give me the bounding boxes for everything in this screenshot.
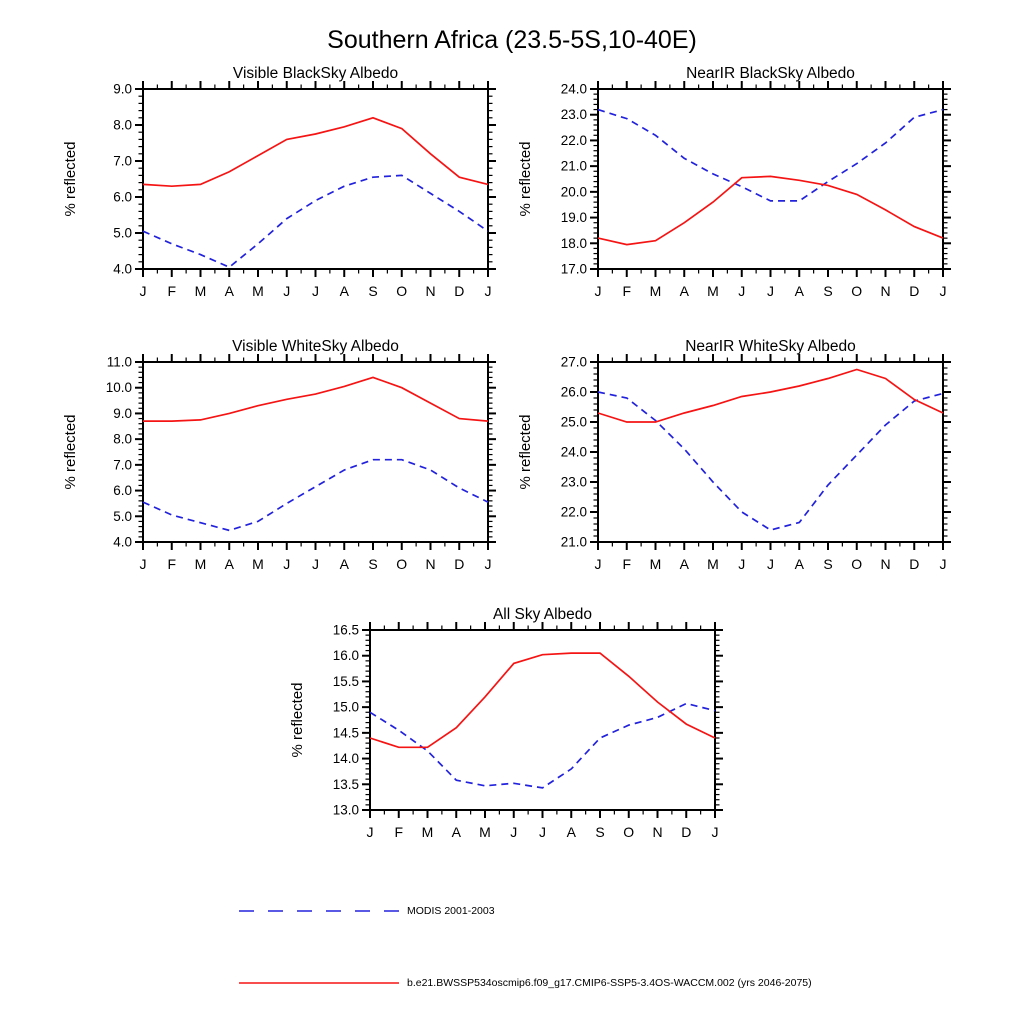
x-tick-label: D [909, 283, 920, 299]
x-tick-label: J [283, 556, 291, 572]
chart-nearir-blacksky [513, 59, 960, 305]
x-tick-label: J [484, 556, 492, 572]
x-tick-label: O [851, 283, 863, 299]
y-tick-label: 17.0 [560, 261, 587, 277]
x-tick-label: J [738, 283, 746, 299]
x-tick-label: O [396, 283, 408, 299]
model-line [370, 653, 715, 747]
x-tick-label: F [167, 283, 177, 299]
x-tick-label: F [622, 283, 632, 299]
plot-frame [143, 89, 488, 269]
modis-line [598, 110, 943, 201]
x-tick-label: S [368, 556, 378, 572]
x-tick-label: M [649, 283, 662, 299]
x-tick-label: J [139, 556, 147, 572]
x-tick-label: J [539, 824, 546, 840]
x-tick-label: N [880, 556, 891, 572]
y-tick-label: 10.0 [105, 380, 132, 396]
y-tick-label: 11.0 [106, 354, 132, 370]
x-tick-label: O [851, 556, 863, 572]
x-tick-label: M [252, 283, 264, 299]
chart-visible-blacksky [58, 59, 505, 305]
x-tick-label: O [623, 824, 635, 840]
figure-title: Southern Africa (23.5-5S,10-40E) [327, 26, 697, 54]
x-tick-label: A [566, 824, 576, 840]
chart-title: NearIR BlackSky Albedo [686, 65, 855, 82]
legend-line-modis-swatch [238, 904, 400, 918]
x-axis [595, 81, 947, 299]
y-tick-label: 23.0 [560, 107, 587, 123]
x-tick-label: M [649, 556, 662, 572]
y-tick-label: 9.0 [113, 81, 132, 97]
y-tick-label: 24.0 [560, 444, 587, 460]
x-tick-label: J [738, 556, 746, 572]
x-tick-label: D [454, 556, 465, 572]
y-tick-label: 6.0 [113, 189, 132, 205]
x-tick-label: M [479, 824, 491, 840]
y-tick-label: 14.0 [332, 751, 359, 767]
x-tick-label: J [594, 283, 602, 299]
y-tick-label: 22.0 [560, 132, 587, 148]
chart-visible-whitesky [58, 332, 505, 578]
legend-label-model: b.e21.BWSSP534oscmip6.f09_g17.CMIP6-SSP5-3.4OS-WACCM.002 (yrs 2046-2075) [407, 977, 812, 989]
y-axis-label: % reflected [517, 141, 534, 217]
x-tick-label: N [652, 824, 663, 840]
x-tick-label: J [283, 283, 291, 299]
chart-nearir-whitesky [513, 332, 960, 578]
y-tick-label: 19.0 [560, 210, 587, 226]
x-tick-label: D [909, 556, 920, 572]
y-axis [561, 82, 951, 277]
y-axis [106, 355, 496, 550]
legend-row-model [238, 976, 812, 990]
x-tick-label: S [823, 283, 833, 299]
y-tick-label: 4.0 [113, 534, 132, 550]
x-tick-label: J [939, 556, 947, 572]
x-tick-label: A [679, 283, 689, 299]
y-axis-label: % reflected [62, 141, 79, 217]
plot-frame [598, 362, 943, 542]
x-tick-label: A [224, 556, 234, 572]
y-tick-label: 15.0 [332, 699, 359, 715]
y-tick-label: 20.0 [560, 184, 587, 200]
x-tick-label: S [823, 556, 833, 572]
plot-frame [143, 362, 488, 542]
y-tick-label: 5.0 [113, 225, 132, 241]
x-tick-label: M [707, 556, 719, 572]
y-tick-label: 21.0 [560, 534, 587, 550]
x-tick-label: A [794, 556, 804, 572]
legend-line-model-swatch [238, 976, 400, 990]
x-tick-label: J [594, 556, 602, 572]
modis-line [143, 175, 488, 267]
y-axis [113, 82, 496, 277]
y-tick-label: 23.0 [560, 474, 587, 490]
x-axis [140, 81, 492, 299]
y-tick-label: 27.0 [560, 354, 587, 370]
y-tick-label: 7.0 [113, 457, 132, 473]
x-tick-label: F [622, 556, 632, 572]
x-tick-label: J [711, 824, 719, 840]
plot-frame [370, 630, 715, 810]
chart-title: All Sky Albedo [492, 606, 593, 623]
y-tick-label: 25.0 [560, 414, 587, 430]
x-tick-label: N [425, 556, 436, 572]
y-tick-label: 7.0 [113, 153, 132, 169]
model-line [598, 370, 943, 423]
y-axis-label: % reflected [289, 682, 306, 758]
y-tick-label: 4.0 [113, 261, 132, 277]
x-tick-label: N [425, 283, 436, 299]
y-tick-label: 26.0 [560, 384, 587, 400]
x-tick-label: M [252, 556, 264, 572]
y-tick-label: 22.0 [560, 504, 587, 520]
y-tick-label: 16.0 [332, 648, 359, 664]
x-axis [595, 354, 947, 572]
x-tick-label: M [194, 556, 207, 572]
y-tick-label: 13.0 [332, 802, 359, 818]
y-tick-label: 14.5 [332, 725, 359, 741]
x-tick-label: D [454, 283, 465, 299]
y-tick-label: 24.0 [560, 81, 587, 97]
x-tick-label: J [767, 283, 774, 299]
legend-row-modis [238, 904, 495, 918]
x-tick-label: J [939, 283, 947, 299]
chart-title: Visible BlackSky Albedo [232, 65, 399, 82]
x-tick-label: J [510, 824, 518, 840]
x-tick-label: D [681, 824, 692, 840]
modis-line [143, 460, 488, 531]
y-tick-label: 15.5 [332, 673, 359, 689]
x-tick-label: A [794, 283, 804, 299]
x-tick-label: O [396, 556, 408, 572]
y-axis-label: % reflected [517, 414, 534, 490]
x-tick-label: A [451, 824, 461, 840]
x-tick-label: J [484, 283, 492, 299]
y-axis [333, 623, 723, 818]
x-tick-label: A [339, 556, 349, 572]
y-tick-label: 16.5 [332, 622, 359, 638]
modis-line [370, 704, 715, 788]
x-tick-label: J [312, 283, 319, 299]
y-axis-label: % reflected [62, 414, 79, 490]
model-line [598, 176, 943, 244]
x-tick-label: J [366, 824, 374, 840]
x-tick-label: J [312, 556, 319, 572]
model-line [143, 118, 488, 186]
x-axis [140, 354, 492, 572]
x-tick-label: A [224, 283, 234, 299]
y-tick-label: 8.0 [113, 431, 132, 447]
x-tick-label: F [394, 824, 404, 840]
chart-title: NearIR WhiteSky Albedo [685, 338, 856, 355]
x-tick-label: S [368, 283, 378, 299]
x-tick-label: A [679, 556, 689, 572]
y-tick-label: 13.5 [332, 776, 359, 792]
chart-title: Visible WhiteSky Albedo [232, 338, 399, 355]
x-tick-label: A [339, 283, 349, 299]
modis-line [598, 392, 943, 530]
x-tick-label: M [194, 283, 207, 299]
y-tick-label: 18.0 [560, 235, 587, 251]
x-tick-label: J [767, 556, 774, 572]
x-tick-label: J [139, 283, 147, 299]
x-tick-label: S [595, 824, 605, 840]
x-tick-label: F [167, 556, 177, 572]
y-tick-label: 6.0 [113, 483, 132, 499]
x-tick-label: M [421, 824, 434, 840]
y-tick-label: 8.0 [113, 117, 132, 133]
chart-allsky [285, 600, 732, 846]
x-tick-label: M [707, 283, 719, 299]
y-tick-label: 9.0 [113, 405, 132, 421]
x-tick-label: N [880, 283, 891, 299]
model-line [143, 377, 488, 421]
y-tick-label: 5.0 [113, 508, 132, 524]
y-tick-label: 21.0 [560, 158, 587, 174]
legend-label-modis: MODIS 2001-2003 [407, 905, 495, 917]
